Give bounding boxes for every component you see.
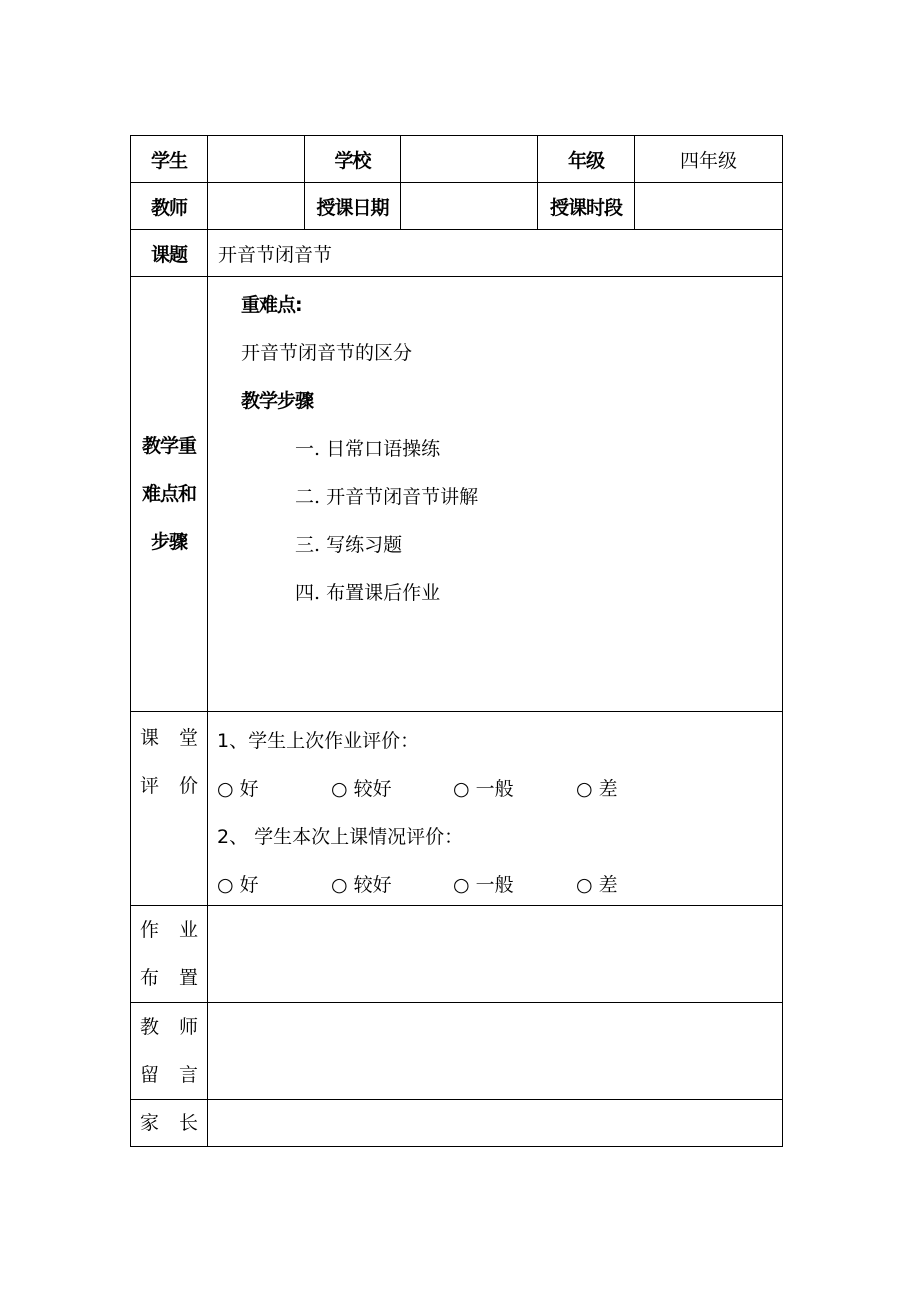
school-label: 学校 xyxy=(305,136,401,183)
rating-option-good[interactable]: ○ 好 xyxy=(217,778,259,800)
teacher-note-label-line-1: 教 师 xyxy=(140,1016,198,1038)
step-item: 三. 写练习题 xyxy=(295,534,403,556)
date-label: 授课日期 xyxy=(305,183,401,230)
teacher-note-label xyxy=(131,1003,208,1100)
rating-option-poor[interactable]: ○ 差 xyxy=(576,874,618,896)
teaching-label-line-2: 难点和 xyxy=(141,483,196,505)
rating-option-fairly-good[interactable]: ○ 较好 xyxy=(331,778,392,800)
lesson-record-table xyxy=(130,135,783,1147)
topic-label: 课题 xyxy=(131,230,208,277)
grade-label: 年级 xyxy=(538,136,635,183)
info-row-2 xyxy=(131,183,783,230)
topic-row xyxy=(131,230,783,277)
step-item: 四. 布置课后作业 xyxy=(295,582,441,604)
step-item: 二. 开音节闭音节讲解 xyxy=(295,486,479,508)
rating-option-average[interactable]: ○ 一般 xyxy=(453,874,514,896)
homework-label-line-2: 布 置 xyxy=(140,967,198,989)
steps-heading: 教学步骤 xyxy=(241,390,314,412)
radio-circle-icon: ○ xyxy=(331,778,348,800)
radio-circle-icon: ○ xyxy=(453,874,470,896)
teaching-row xyxy=(131,277,783,712)
grade-field[interactable]: 四年级 xyxy=(635,136,783,183)
key-points-heading: 重难点: xyxy=(241,294,302,316)
evaluation-question-2: 2、 学生本次上课情况评价： xyxy=(217,826,464,848)
topic-field[interactable]: 开音节闭音节 xyxy=(208,230,783,277)
homework-row xyxy=(131,906,783,1003)
period-field[interactable] xyxy=(635,183,783,230)
radio-circle-icon: ○ xyxy=(576,874,593,896)
parent-field[interactable] xyxy=(208,1100,783,1147)
teacher-field[interactable] xyxy=(208,183,305,230)
rating-option-average[interactable]: ○ 一般 xyxy=(453,778,514,800)
evaluation-label-line-1: 课 堂 xyxy=(140,727,198,749)
key-points-text: 开音节闭音节的区分 xyxy=(241,342,413,364)
evaluation-label xyxy=(131,712,208,906)
parent-label xyxy=(131,1100,208,1147)
homework-label-line-1: 作 业 xyxy=(140,919,198,941)
homework-label xyxy=(131,906,208,1003)
radio-circle-icon: ○ xyxy=(576,778,593,800)
evaluation-question-1: 1、学生上次作业评价： xyxy=(217,730,420,752)
student-label: 学生 xyxy=(131,136,208,183)
radio-circle-icon: ○ xyxy=(217,778,234,800)
radio-circle-icon: ○ xyxy=(217,874,234,896)
period-label: 授课时段 xyxy=(538,183,635,230)
school-field[interactable] xyxy=(401,136,538,183)
parent-label-line-1: 家 长 xyxy=(140,1112,198,1134)
teaching-label-line-1: 教学重 xyxy=(141,435,196,457)
homework-field[interactable] xyxy=(208,906,783,1003)
evaluation-row xyxy=(131,712,783,906)
teaching-content[interactable] xyxy=(208,277,783,712)
evaluation-content xyxy=(208,712,783,906)
rating-option-good[interactable]: ○ 好 xyxy=(217,874,259,896)
teaching-label-line-3: 步骤 xyxy=(150,531,187,553)
radio-circle-icon: ○ xyxy=(453,778,470,800)
date-field[interactable] xyxy=(401,183,538,230)
teacher-note-row xyxy=(131,1003,783,1100)
radio-circle-icon: ○ xyxy=(331,874,348,896)
rating-option-fairly-good[interactable]: ○ 较好 xyxy=(331,874,392,896)
student-field[interactable] xyxy=(208,136,305,183)
parent-row xyxy=(131,1100,783,1147)
step-item: 一. 日常口语操练 xyxy=(295,438,441,460)
rating-option-poor[interactable]: ○ 差 xyxy=(576,778,618,800)
teacher-note-label-line-2: 留 言 xyxy=(140,1064,198,1086)
teacher-label: 教师 xyxy=(131,183,208,230)
evaluation-label-line-2: 评 价 xyxy=(140,775,198,797)
teaching-label xyxy=(131,277,208,712)
teacher-note-field[interactable] xyxy=(208,1003,783,1100)
info-row-1 xyxy=(131,136,783,183)
